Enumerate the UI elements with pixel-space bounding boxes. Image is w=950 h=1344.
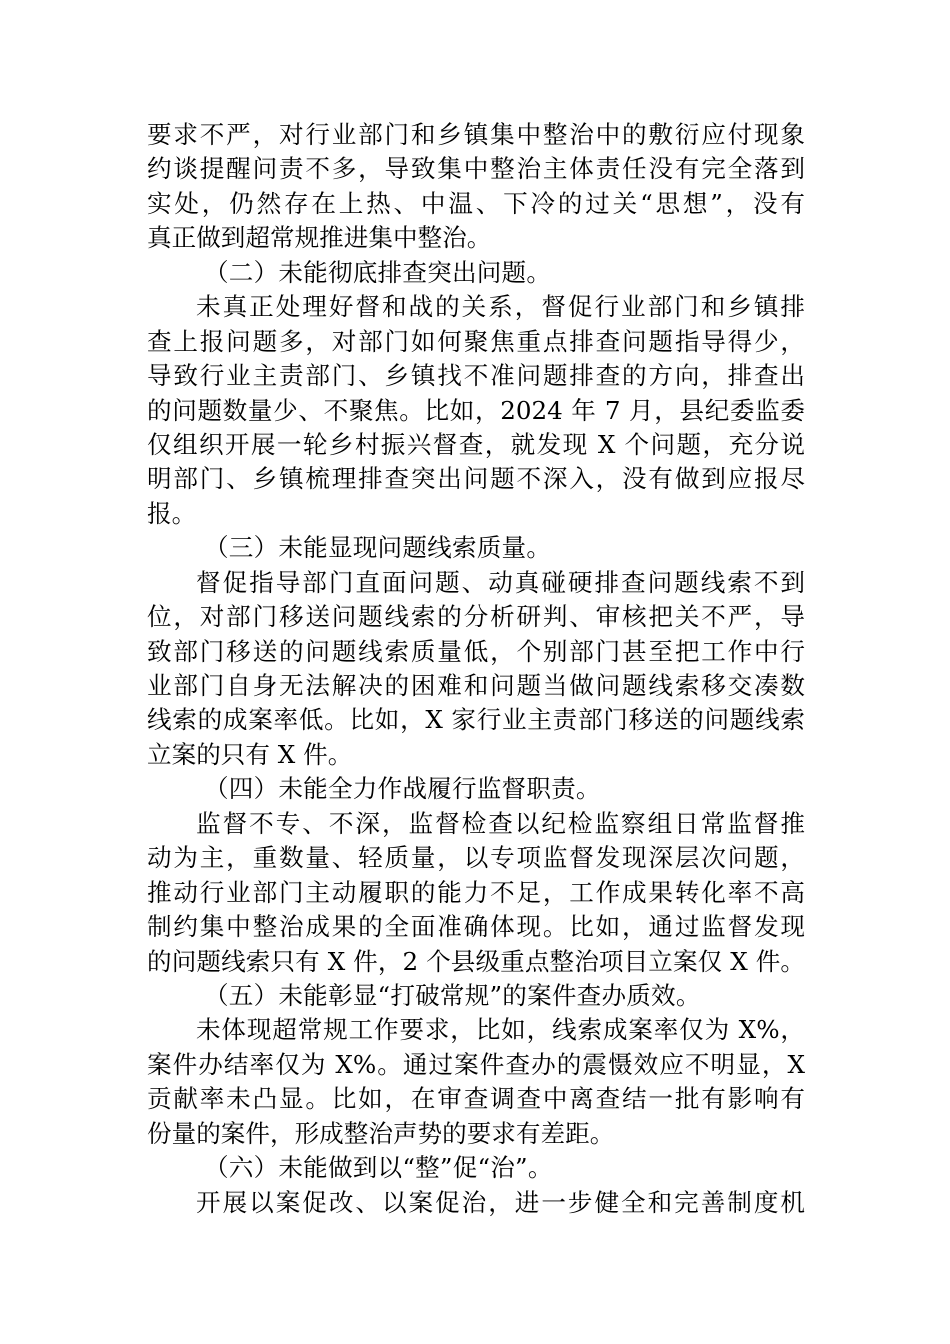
body-text-line: 业部门自身无法解决的困难和问题当做问题线索移交凑数 [147, 671, 805, 700]
section-heading: （六）未能做到以“整”促“治”。 [204, 1153, 553, 1183]
document-page [147, 118, 805, 1220]
body-text-line: 贡献率未凸显。比如，在审查调查中离查结一批有影响有 [147, 1084, 805, 1114]
body-text-line: 制约集中整治成果的全面准确体现。比如，通过监督发现 [147, 912, 805, 942]
body-text-line: 的问题数量少、不聚焦。比如，2024 年 7 月，县纪委监委 [147, 395, 805, 425]
body-text-line: 查上报问题多，对部门如何聚焦重点排查问题指导得少， [147, 326, 805, 356]
section-heading: （四）未能全力作战履行监督职责。 [204, 774, 601, 804]
paragraph-last-line: 真正做到超常规推进集中整治。 [147, 223, 492, 253]
body-text-line: 约谈提醒问责不多，导致集中整治主体责任没有完全落到 [147, 154, 805, 184]
section-heading: （三）未能显现问题线索质量。 [204, 533, 552, 563]
paragraph-last-line: 份量的案件，形成整治声势的要求有差距。 [147, 1118, 615, 1148]
body-text-line: 导致行业主责部门、乡镇找不准问题排查的方向，排查出 [147, 361, 805, 391]
paragraph-last-line: 立案的只有 X 件。 [147, 739, 353, 769]
body-text-line: 实处，仍然存在上热、中温、下冷的过关“思想”，没有 [147, 188, 805, 218]
paragraph-first-line: 督促指导部门直面问题、动真碰硬排查问题线索不到 [196, 567, 805, 597]
section-heading: （二）未能彻底排查突出问题。 [204, 257, 552, 287]
body-text-line: 要求不严，对行业部门和乡镇集中整治中的敷衍应付现象 [147, 120, 805, 149]
paragraph-first-line: 未真正处理好督和战的关系，督促行业部门和乡镇排 [196, 292, 805, 322]
body-text-line: 明部门、乡镇梳理排查突出问题不深入，没有做到应报尽 [147, 464, 805, 494]
body-text-line: 线索的成案率低。比如，X 家行业主责部门移送的问题线索 [147, 705, 805, 735]
paragraph-first-line: 未体现超常规工作要求，比如，线索成案率仅为 X%， [196, 1015, 805, 1045]
body-text-line: 仅组织开展一轮乡村振兴督查，就发现 X 个问题，充分说 [147, 429, 805, 459]
paragraph-first-line: 监督不专、不深，监督检查以纪检监察组日常监督推 [196, 808, 805, 838]
paragraph-last-line: 报。 [147, 498, 197, 528]
body-text-line: 的问题线索只有 X 件，2 个县级重点整治项目立案仅 X 件。 [147, 946, 805, 976]
body-text-line: 位，对部门移送问题线索的分析研判、审核把关不严，导 [147, 602, 805, 632]
body-text-line: 动为主，重数量、轻质量，以专项监督发现深层次问题， [147, 843, 805, 873]
section-heading: （五）未能彰显“打破常规”的案件查办质效。 [204, 980, 701, 1010]
body-text-line: 案件办结率仅为 X%。通过案件查办的震慑效应不明显，X [147, 1049, 805, 1079]
body-text-line: 致部门移送的问题线索质量低，个别部门甚至把工作中行 [147, 636, 805, 666]
body-text-line: 推动行业部门主动履职的能力不足，工作成果转化率不高 [147, 877, 805, 907]
paragraph-first-line: 开展以案促改、以案促治，进一步健全和完善制度机 [196, 1187, 805, 1217]
